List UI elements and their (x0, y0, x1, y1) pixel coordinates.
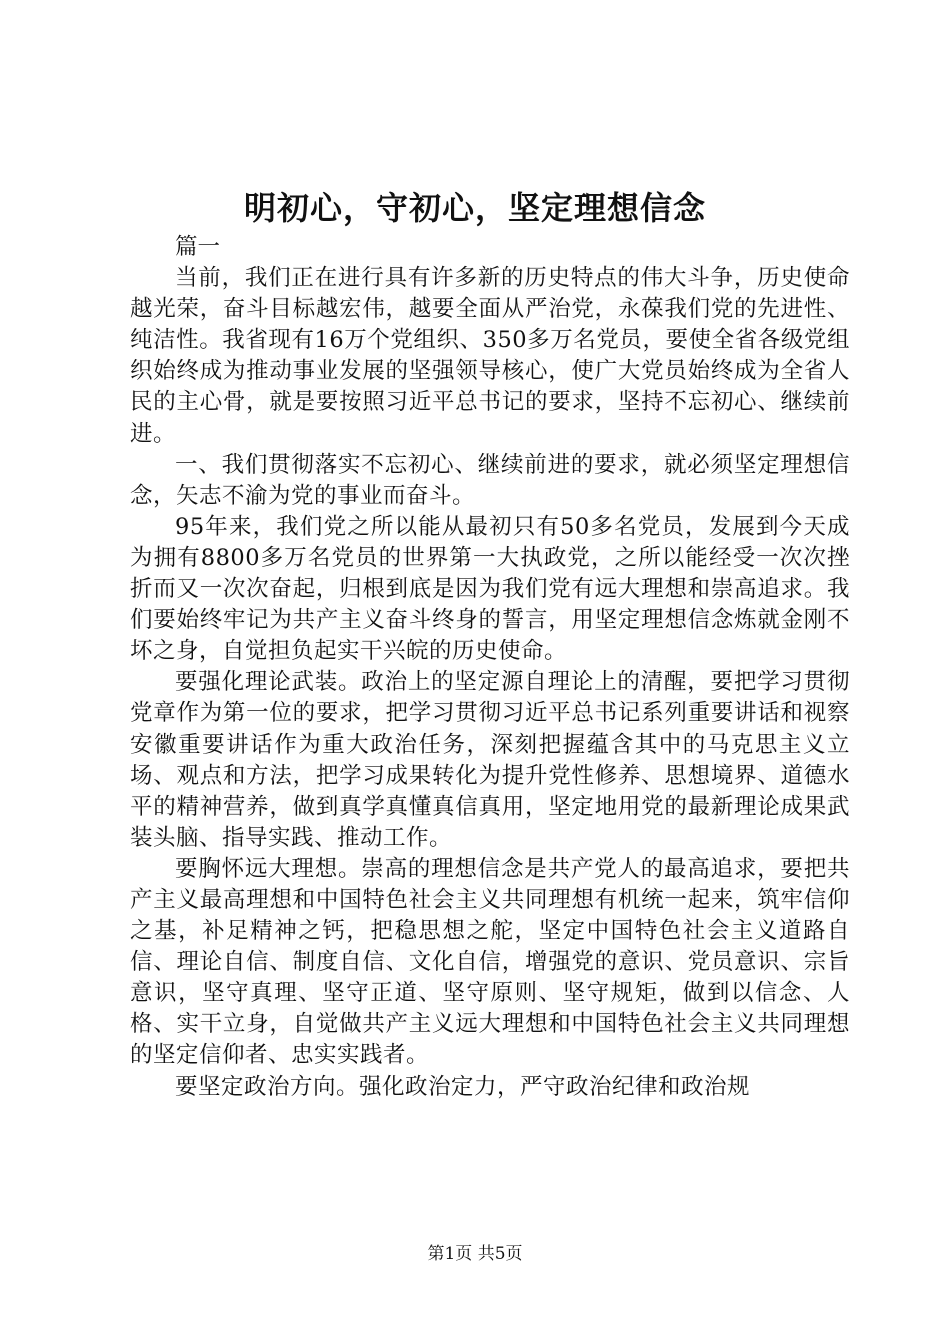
paragraph-heading-one: 一、我们贯彻落实不忘初心、继续前进的要求，就必须坚定理想信念，矢志不渝为党的事业而奋斗。 (130, 451, 850, 509)
paragraph-ideals: 要胸怀远大理想。崇高的理想信念是共产党人的最高追求，要把共产主义最高理想和中国特色社会主义共同理想有机统一起来，筑牢信仰之基，补足精神之钙，把稳思想之舵，坚定中国特色社会主义道路自信、理论自信、制度自信、文化自信，增强党的意识、党员意识、宗旨意识，坚守真理、坚守正道、坚守原则、坚守规矩，做到以信念、人格、实干立身，自觉做共产主义远大理想和中国特色社会主义共同理想的坚定信仰者、忠实实践者。 (130, 855, 850, 1069)
document-body (130, 232, 850, 1103)
section-label: 篇一 (175, 234, 221, 260)
paragraph-history: 95年来，我们党之所以能从最初只有50多名党员，发展到今天成为拥有8800多万名党员的世界第一大执政党，之所以能经受一次次挫折而又一次次奋起，归根到底是因为我们党有远大理想和崇高追求。我们要始终牢记为共产主义奋斗终身的誓言，用坚定理想信念炼就金刚不坏之身，自觉担负起实干兴皖的历史使命。 (130, 513, 850, 665)
paragraph-intro: 当前，我们正在进行具有许多新的历史特点的伟大斗争，历史使命越光荣，奋斗目标越宏伟，越要全面从严治党，永葆我们党的先进性、纯洁性。我省现有16万个党组织、350多万名党员，要使全省各级党组织始终成为推动事业发展的坚强领导核心，使广大党员始终成为全省人民的主心骨，就是要按照习近平总书记的要求，坚持不忘初心、继续前进。 (130, 265, 850, 447)
page-footer: 第1页 共5页 (427, 1244, 523, 1264)
paragraph-theory: 要强化理论武装。政治上的坚定源自理论上的清醒，要把学习贯彻党章作为第一位的要求，把学习贯彻习近平总书记系列重要讲话和视察安徽重要讲话作为重大政治任务，深刻把握蕴含其中的马克思主义立场、观点和方法，把学习成果转化为提升党性修养、思想境界、道德水平的精神营养，做到真学真懂真信真用，坚定地用党的最新理论成果武装头脑、指导实践、推动工作。 (130, 669, 850, 851)
document-title: 明初心，守初心，坚定理想信念 (243, 189, 706, 227)
paragraph-direction: 要坚定政治方向。强化政治定力，严守政治纪律和政治规 (175, 1073, 751, 1100)
